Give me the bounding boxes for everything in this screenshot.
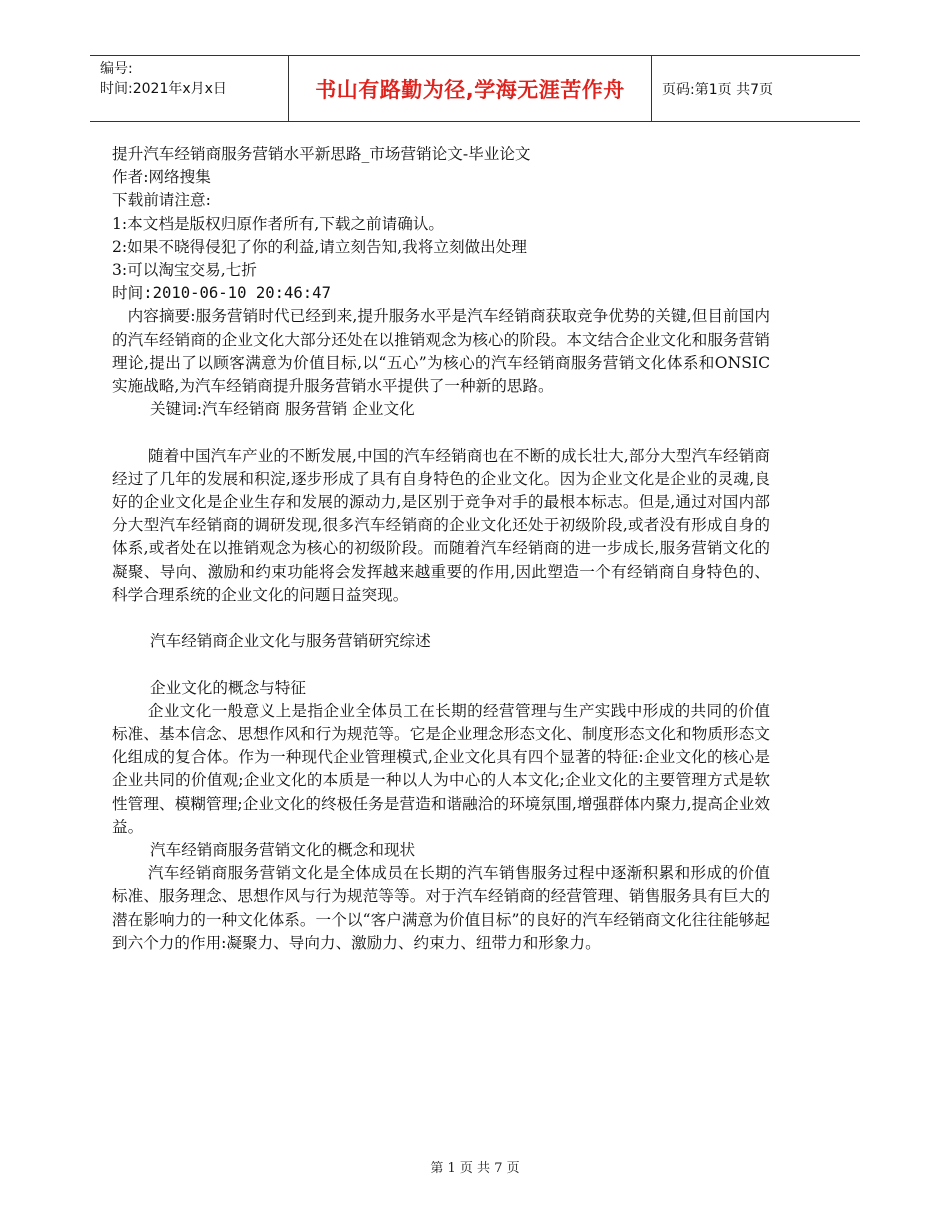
notice-item-1: 1:本文档是版权归原作者所有,下载之前请确认。 [112,214,445,233]
doc-author: 作者:网络搜集 [112,168,211,187]
section-heading-3: 汽车经销商服务营销文化的概念和现状 [150,841,416,860]
time-label: 时间:2021年x月x日 [100,81,227,97]
service-paragraph: 汽车经销商服务营销文化是全体成员在长期的汽车销售服务过程中逐渐积累和形成的价值标准、服务理念、思想作风与行为规范等等。对于汽车经销商的经营管理、销售服务具有巨大的潜在影响力的一种文化体系。一个以“客户满意为价值目标”的良好的汽车经销商文化往往能够起到六个力的作用:凝聚力、导向力、激励力、约束力、纽带力和形象力。 [112,864,770,952]
header-motto: 书山有路勤为径,学海无涯苦作舟 [288,56,652,121]
culture-paragraph: 企业文化一般意义上是指企业全体员工在长期的经营管理与生产实践中形成的共同的价值标准、基本信念、思想作风和行为规范等。它是企业理念形态文化、制度形态文化和物质形态文化组成的复合体。作为一种现代企业管理模式,企业文化具有四个显著的特征:企业文化的核心是企业共同的价值观;企业文化的本质是一种以人为中心的人本文化;企业文化的主要管理方式是软性管理、模糊管理;企业文化的终极任务是营造和谐融洽的环境氛围,增强群体内聚力,提高企业效益。 [112,701,770,836]
spacer [112,421,770,444]
abstract: 内容摘要:服务营销时代已经到来,提升服务水平是汽车经销商获取竞争优势的关键,但目前国内的汽车经销商的企业文化大部分还处在以推销观念为核心的阶段。本文结合企业文化和服务营销理论,提出了以顾客满意为价值目标,以“五心”为核心的汽车经销商服务营销文化体系和ONSIC实施战略,为汽车经销商提升服务营销水平提供了一种新的思路。 [112,307,770,396]
section-heading-1: 汽车经销商企业文化与服务营销研究综述 [150,632,431,651]
section-heading-2: 企业文化的概念与特征 [150,678,306,697]
page-footer: 第 1 页 共 7 页 [430,1161,520,1176]
document-body [112,143,770,955]
intro-paragraph: 随着中国汽车产业的不断发展,中国的汽车经销商也在不断的成长壮大,部分大型汽车经销商经过了几年的发展和积淀,逐步形成了具有自身特色的企业文化。因为企业文化是企业的灵魂,良好的企业文化是企业生存和发展的源动力,是区别于竞争对手的最根本标志。但是,通过对国内部分大型汽车经销商的调研发现,很多汽车经销商的企业文化还处于初级阶段,或者没有形成自身的体系,或者处在以推销观念为核心的初级阶段。而随着汽车经销商的进一步成长,服务营销文化的凝聚、导向、激励和约束功能将会发挥越来越重要的作用,因此塑造一个有经销商自身特色的、科学合理系统的企业文化的问题日益突现。 [112,446,770,604]
page-header [90,55,860,122]
doc-time: 时间:2010-06-10 20:46:47 [112,284,331,303]
notice-item-3: 3:可以淘宝交易,七折 [112,261,257,280]
spacer [112,653,770,676]
keywords: 关键词:汽车经销商 服务营销 企业文化 [150,400,415,419]
notice-item-2: 2:如果不晓得侵犯了你的利益,请立刻告知,我将立刻做出处理 [112,237,527,256]
notice-heading: 下载前请注意: [112,191,211,210]
header-meta [90,56,288,121]
number-label: 编号: [100,61,133,77]
doc-title: 提升汽车经销商服务营销水平新思路_市场营销论文-毕业论文 [112,145,531,163]
spacer [112,607,770,630]
header-page-label: 页码:第1页 共7页 [662,81,773,98]
